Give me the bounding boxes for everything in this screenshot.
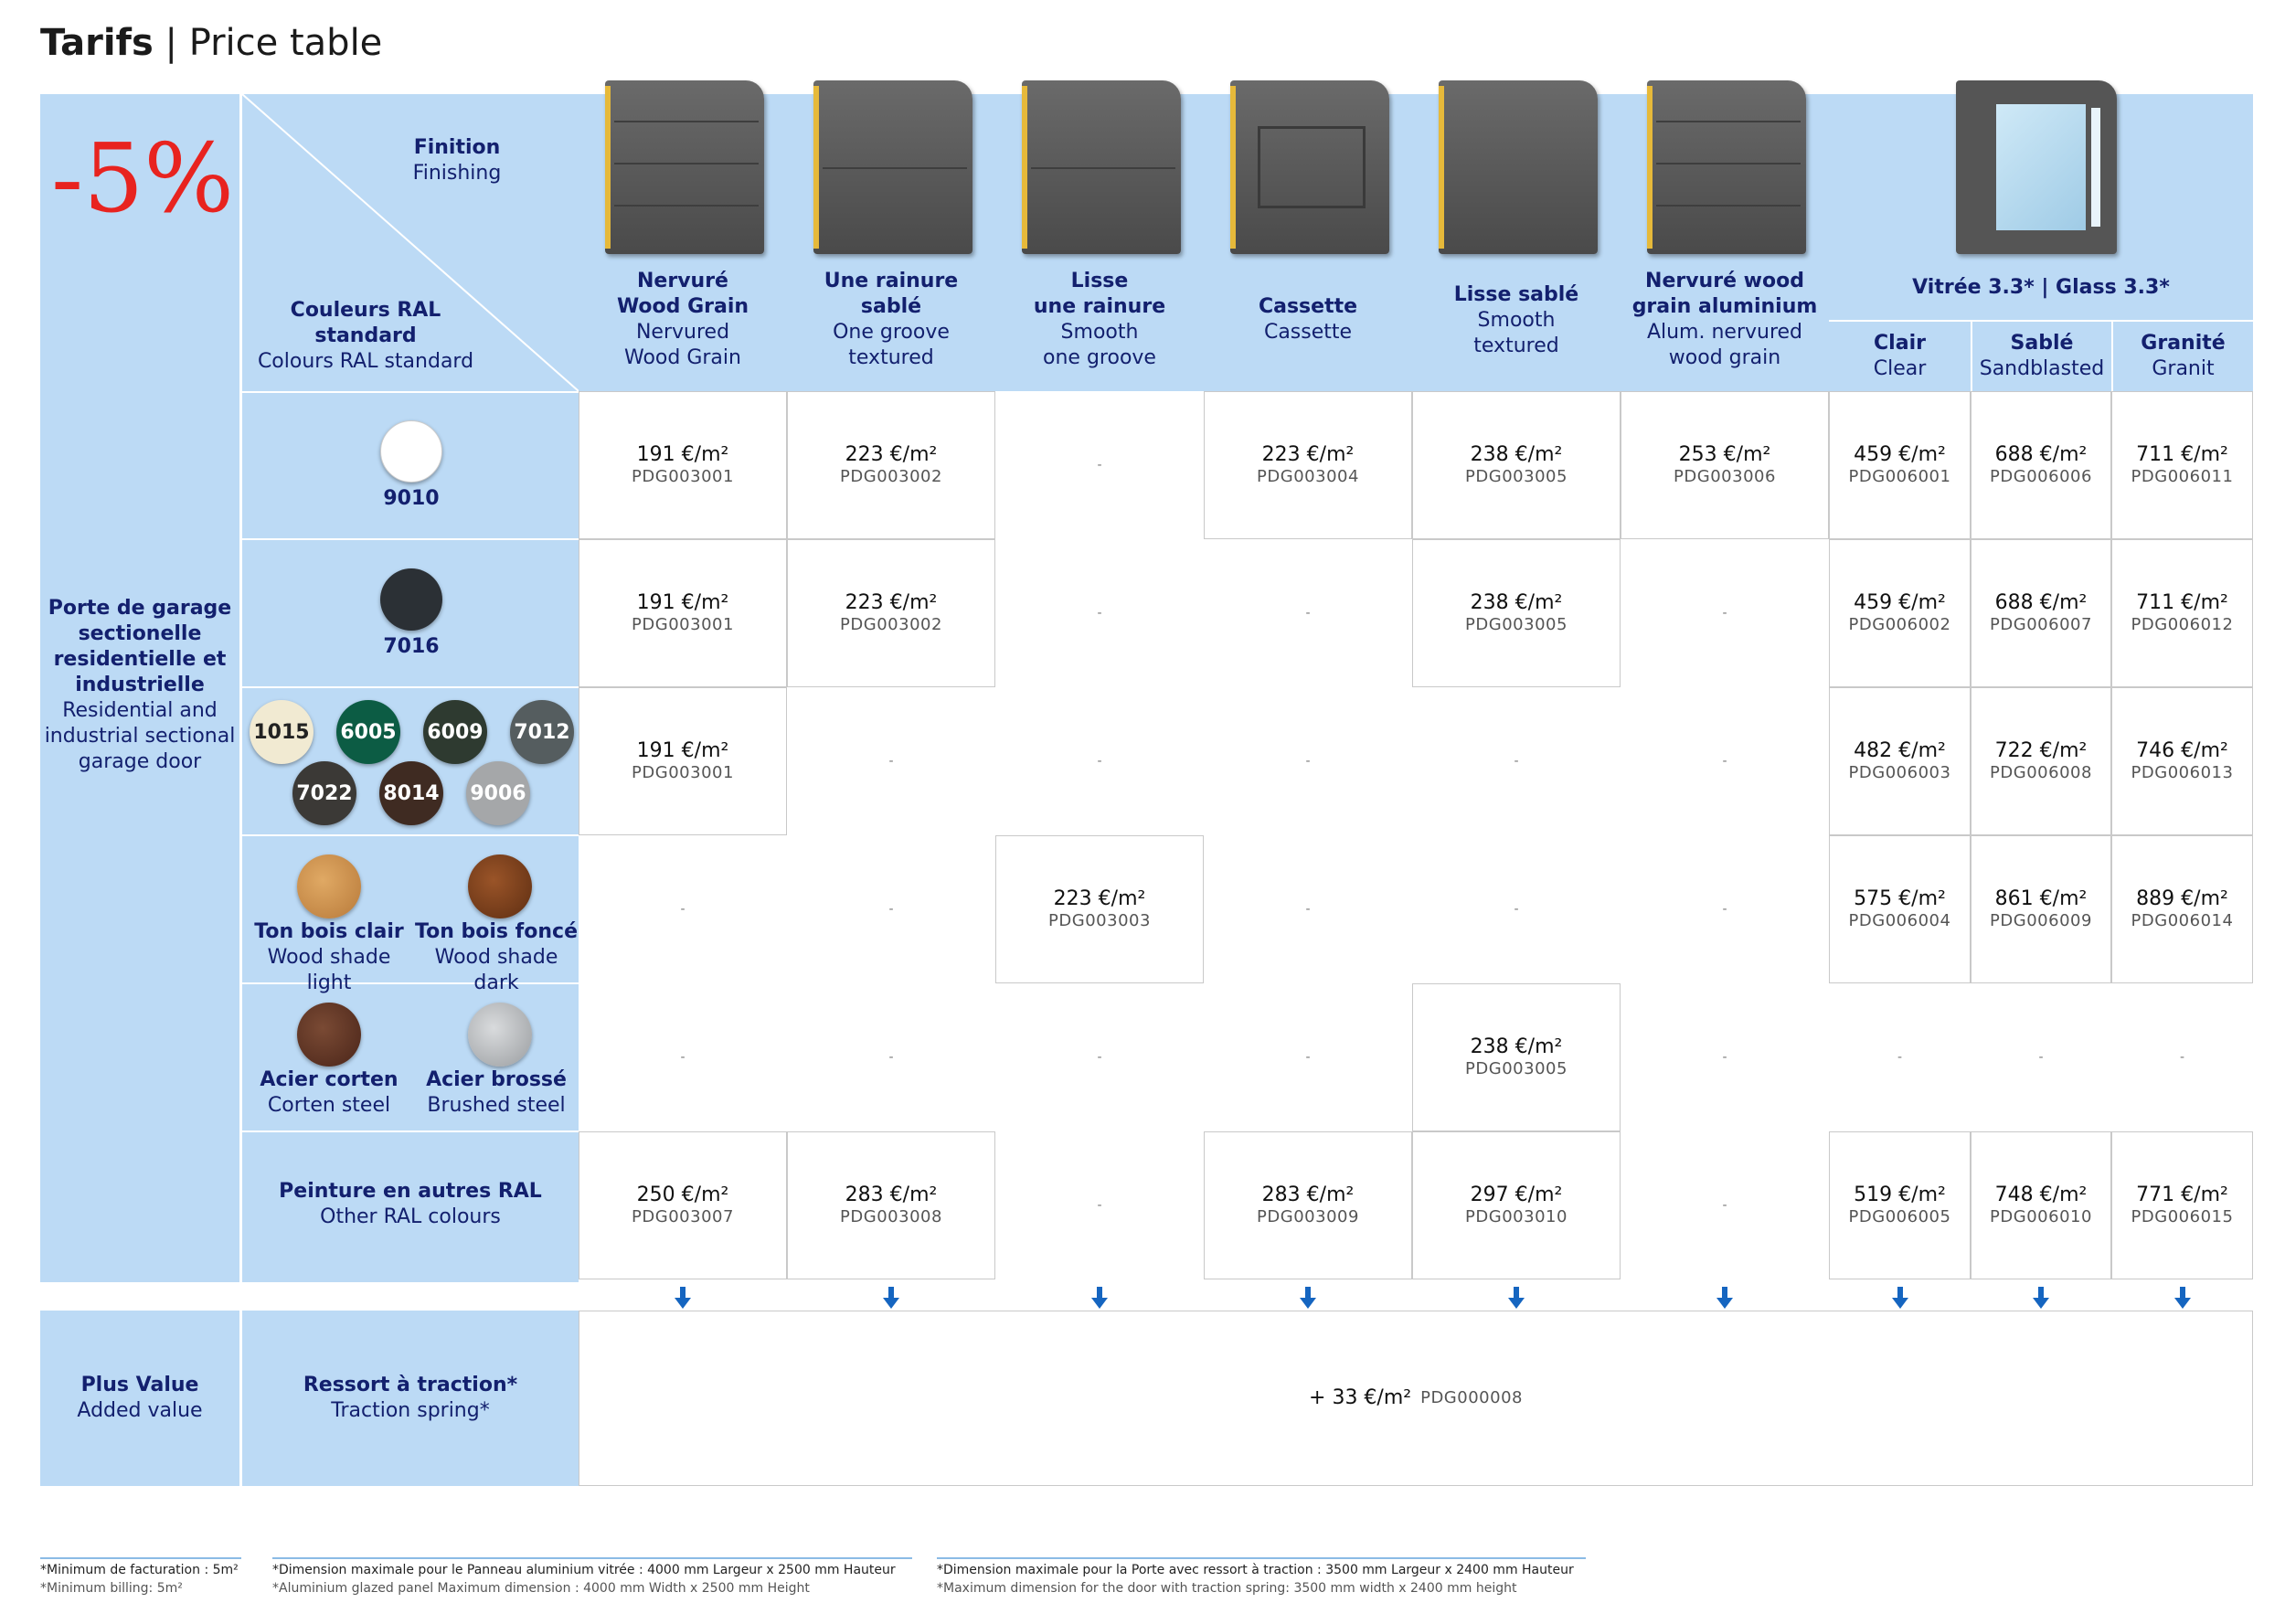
price-cell — [787, 391, 995, 539]
product-code: PDG003005 — [1465, 467, 1568, 486]
price-cell — [995, 1131, 1204, 1279]
product-code: PDG003007 — [632, 1207, 734, 1226]
empty-dash: - — [1305, 902, 1311, 917]
swatch-9006: 9006 — [466, 761, 530, 825]
price-value: 283 €/m² — [845, 1184, 938, 1206]
price-cell — [1829, 983, 1971, 1131]
empty-dash: - — [1897, 1050, 1903, 1065]
empty-dash: - — [1097, 458, 1102, 472]
empty-dash: - — [888, 1050, 894, 1065]
price-cell — [995, 835, 1204, 983]
empty-dash: - — [680, 902, 686, 917]
product-code: PDG006002 — [1848, 615, 1951, 634]
panel-glass-image — [1956, 80, 2117, 254]
price-cell — [1621, 1131, 1829, 1279]
down-arrow-icon — [2033, 1287, 2049, 1309]
swatch-wood-dark — [468, 854, 532, 918]
empty-dash: - — [888, 754, 894, 769]
glass-sub-clear: Clair Clear — [1873, 332, 1927, 380]
price-cell — [1412, 835, 1621, 983]
wood-dark-label: Ton bois foncé Wood shade dark — [415, 920, 578, 994]
price-cell — [787, 1131, 995, 1279]
colours-header: Couleurs RAL standard Colours RAL standard — [257, 299, 474, 373]
plus-value-cell — [579, 1311, 2253, 1486]
price-cell — [579, 983, 787, 1131]
product-code: PDG003004 — [1257, 467, 1359, 486]
price-value: 223 €/m² — [1053, 887, 1146, 910]
price-cell — [1412, 983, 1621, 1131]
price-cell — [2111, 835, 2253, 983]
price-cell — [1412, 1131, 1621, 1279]
glass-header: Vitrée 3.3* | Glass 3.3* — [1912, 276, 2170, 299]
price-value: 748 €/m² — [1994, 1184, 2088, 1206]
price-cell — [1204, 687, 1412, 835]
col-header-2: Une rainure sablé One groove textured — [824, 270, 959, 369]
product-code: PDG006013 — [2131, 763, 2234, 782]
price-value: 297 €/m² — [1470, 1184, 1563, 1206]
price-cell — [995, 391, 1204, 539]
empty-dash: - — [1097, 1050, 1102, 1065]
swatch-6009: 6009 — [423, 700, 487, 764]
product-code: PDG003003 — [1048, 911, 1151, 930]
divider — [242, 834, 579, 836]
product-code: PDG003002 — [840, 467, 942, 486]
price-cell — [1412, 687, 1621, 835]
price-cell — [2111, 983, 2253, 1131]
price-cell — [579, 835, 787, 983]
panel-cassette-image — [1230, 80, 1389, 254]
product-code: PDG006010 — [1990, 1207, 2092, 1226]
price-value: 722 €/m² — [1994, 739, 2088, 762]
price-value: 889 €/m² — [2136, 887, 2228, 910]
price-cell — [1204, 539, 1412, 687]
price-cell — [579, 539, 787, 687]
col-header-3: Lisse une rainure Smooth one groove — [1033, 270, 1166, 369]
col-header-1: Nervuré Wood Grain Nervured Wood Grain — [616, 270, 749, 369]
down-arrow-icon — [1091, 1287, 1108, 1309]
product-code: PDG006008 — [1990, 763, 2092, 782]
swatch-7012: 7012 — [510, 700, 574, 764]
price-value: 283 €/m² — [1261, 1184, 1355, 1206]
empty-dash: - — [1722, 606, 1727, 621]
price-cell — [1971, 1131, 2111, 1279]
empty-dash: - — [1305, 606, 1311, 621]
price-cell — [1971, 687, 2111, 835]
down-arrow-icon — [883, 1287, 899, 1309]
price-cell — [1829, 687, 1971, 835]
price-value: 688 €/m² — [1994, 591, 2088, 614]
color-code-label: 7016 — [383, 635, 440, 658]
panel-alum-nervured-image — [1647, 80, 1806, 254]
color-column — [242, 393, 579, 1282]
price-value: 223 €/m² — [845, 443, 938, 466]
discount-label: -5% — [51, 122, 235, 234]
empty-dash: - — [1514, 902, 1519, 917]
color-code-label: 9010 — [383, 487, 440, 510]
price-cell — [1204, 835, 1412, 983]
empty-dash: - — [1097, 1198, 1102, 1213]
col-header-5: Lisse sablé Smooth textured — [1453, 283, 1579, 357]
panel-nervured-image — [605, 80, 764, 254]
price-value: 238 €/m² — [1470, 443, 1563, 466]
price-value: 575 €/m² — [1854, 887, 1946, 910]
price-cell — [787, 835, 995, 983]
panel-smooth-one-groove-image — [1022, 80, 1181, 254]
product-code: PDG006003 — [1848, 763, 1951, 782]
footnote-glazed-panel: *Dimension maximale pour le Panneau aluminium vitrée : 4000 mm Largeur x 2500 mm Hauteur *Aluminium glazed panel Maximum dimension : 4000 mm Width x 2500 mm Height — [272, 1561, 896, 1597]
product-code: PDG003005 — [1465, 1059, 1568, 1078]
price-value: 459 €/m² — [1854, 591, 1946, 614]
glass-sub-sandblasted: Sablé Sandblasted — [1979, 332, 2105, 380]
price-cell — [579, 1131, 787, 1279]
price-cell — [1971, 539, 2111, 687]
empty-dash: - — [1722, 754, 1727, 769]
finishing-header: Finition Finishing — [412, 136, 502, 185]
down-arrow-icon — [1508, 1287, 1525, 1309]
panel-smooth-textured-image — [1439, 80, 1598, 254]
divider — [1829, 320, 2253, 322]
corten-label: Acier corten Corten steel — [260, 1068, 399, 1117]
price-cell — [1621, 835, 1829, 983]
empty-dash: - — [1305, 754, 1311, 769]
product-code: PDG006007 — [1990, 615, 2092, 634]
price-value: 238 €/m² — [1470, 591, 1563, 614]
price-cell — [2111, 539, 2253, 687]
price-value: 861 €/m² — [1994, 887, 2088, 910]
swatch-brushed — [468, 1003, 532, 1067]
swatch-wood-light — [297, 854, 361, 918]
panel-one-groove-textured-image — [813, 80, 972, 254]
product-code: PDG006015 — [2131, 1207, 2234, 1226]
price-value: 191 €/m² — [636, 443, 729, 466]
price-cell — [1621, 391, 1829, 539]
price-value: 711 €/m² — [2136, 591, 2228, 614]
product-code: PDG003001 — [632, 763, 734, 782]
product-code: PDG006004 — [1848, 911, 1951, 930]
footnote-traction-spring: *Dimension maximale pour la Porte avec ressort à traction : 3500 mm Largeur x 2400 mm Hauteur *Maximum dimension for the door with traction spring: 3500 mm width x 2400 mm height — [937, 1561, 1574, 1597]
swatch-9010 — [380, 420, 442, 483]
down-arrow-icon — [675, 1287, 691, 1309]
price-value: 771 €/m² — [2136, 1184, 2228, 1206]
product-code: PDG006009 — [1990, 911, 2092, 930]
product-code: PDG003009 — [1257, 1207, 1359, 1226]
price-cell — [1204, 1131, 1412, 1279]
divider — [242, 686, 579, 688]
product-code: PDG006014 — [2131, 911, 2234, 930]
traction-spring-label: Ressort à traction* Traction spring* — [242, 1311, 579, 1486]
price-value: 519 €/m² — [1854, 1184, 1946, 1206]
price-cell — [1829, 539, 1971, 687]
wood-light-label: Ton bois clair Wood shade light — [254, 920, 404, 994]
product-code: PDG003002 — [840, 615, 942, 634]
price-value: 223 €/m² — [845, 591, 938, 614]
price-value: 688 €/m² — [1994, 443, 2088, 466]
swatch-7016 — [380, 568, 442, 631]
empty-dash: - — [2179, 1050, 2185, 1065]
down-arrow-icon — [1716, 1287, 1733, 1309]
empty-dash: - — [1305, 1050, 1311, 1065]
price-cell — [1971, 391, 2111, 539]
product-code: PDG003010 — [1465, 1207, 1568, 1226]
down-arrow-icon — [1300, 1287, 1316, 1309]
swatch-7022: 7022 — [292, 761, 356, 825]
price-cell — [1829, 391, 1971, 539]
price-cell — [995, 539, 1204, 687]
divider — [242, 538, 579, 540]
empty-dash: - — [1097, 606, 1102, 621]
empty-dash: - — [1722, 1050, 1727, 1065]
col-header-4: Cassette Cassette — [1258, 295, 1358, 344]
empty-dash: - — [1722, 1198, 1727, 1213]
price-value: 238 €/m² — [1470, 1035, 1563, 1058]
price-cell — [1412, 539, 1621, 687]
price-value: 253 €/m² — [1678, 443, 1771, 466]
divider — [242, 391, 579, 393]
plus-value-label: Plus Value Added value — [40, 1311, 239, 1486]
price-cell — [995, 687, 1204, 835]
product-code: PDG006005 — [1848, 1207, 1951, 1226]
product-code: PDG003001 — [632, 615, 734, 634]
price-cell — [1829, 835, 1971, 983]
divider — [242, 1130, 579, 1132]
price-cell — [787, 687, 995, 835]
product-code: PDG003006 — [1674, 467, 1776, 486]
product-code: PDG003008 — [840, 1207, 942, 1226]
empty-dash: - — [2038, 1050, 2044, 1065]
product-code: PDG006012 — [2131, 615, 2234, 634]
swatch-6005: 6005 — [336, 700, 400, 764]
other-ral-label: Peinture en autres RAL Other RAL colours — [279, 1180, 542, 1228]
price-value: 191 €/m² — [636, 591, 729, 614]
page-title: Tarifs | Price table — [40, 22, 383, 64]
empty-dash: - — [1097, 754, 1102, 769]
price-cell — [1204, 391, 1412, 539]
plus-value-price: + 33 €/m² — [1309, 1386, 1412, 1409]
price-value: 482 €/m² — [1854, 739, 1946, 762]
product-code: PDG006006 — [1990, 467, 2092, 486]
product-code: PDG003005 — [1465, 615, 1568, 634]
price-cell — [2111, 687, 2253, 835]
price-cell — [579, 391, 787, 539]
col-header-6: Nervuré wood grain aluminium Alum. nervured wood grain — [1631, 270, 1818, 369]
product-code: PDG006011 — [2131, 467, 2234, 486]
plus-value-code: PDG000008 — [1420, 1388, 1523, 1407]
price-cell — [2111, 1131, 2253, 1279]
price-value: 459 €/m² — [1854, 443, 1946, 466]
price-cell — [1971, 835, 2111, 983]
price-value: 746 €/m² — [2136, 739, 2228, 762]
swatch-corten — [297, 1003, 361, 1067]
glass-sub-granit: Granité Granit — [2141, 332, 2226, 380]
price-cell — [995, 983, 1204, 1131]
price-value: 191 €/m² — [636, 739, 729, 762]
price-cell — [1204, 983, 1412, 1131]
price-cell — [1621, 539, 1829, 687]
product-code: PDG003001 — [632, 467, 734, 486]
price-cell — [1829, 1131, 1971, 1279]
price-cell — [787, 539, 995, 687]
product-label: Porte de garage sectionelle residentielle et industrielle Residential and industrial sectional garage door — [44, 597, 236, 773]
price-cell — [1412, 391, 1621, 539]
empty-dash: - — [888, 902, 894, 917]
empty-dash: - — [1514, 754, 1519, 769]
down-arrow-icon — [1892, 1287, 1908, 1309]
product-code: PDG006001 — [1848, 467, 1951, 486]
empty-dash: - — [1722, 902, 1727, 917]
price-cell — [1621, 983, 1829, 1131]
price-cell — [787, 983, 995, 1131]
footnote-minimum-billing: *Minimum de facturation : 5m² *Minimum billing: 5m² — [40, 1561, 239, 1597]
price-value: 250 €/m² — [636, 1184, 729, 1206]
price-value: 223 €/m² — [1261, 443, 1355, 466]
price-cell — [1971, 983, 2111, 1131]
price-cell — [579, 687, 787, 835]
price-value: 711 €/m² — [2136, 443, 2228, 466]
swatch-8014: 8014 — [379, 761, 443, 825]
swatch-1015: 1015 — [250, 700, 314, 764]
empty-dash: - — [680, 1050, 686, 1065]
down-arrow-icon — [2174, 1287, 2191, 1309]
price-cell — [1621, 687, 1829, 835]
brushed-label: Acier brossé Brushed steel — [426, 1068, 567, 1117]
price-cell — [2111, 391, 2253, 539]
